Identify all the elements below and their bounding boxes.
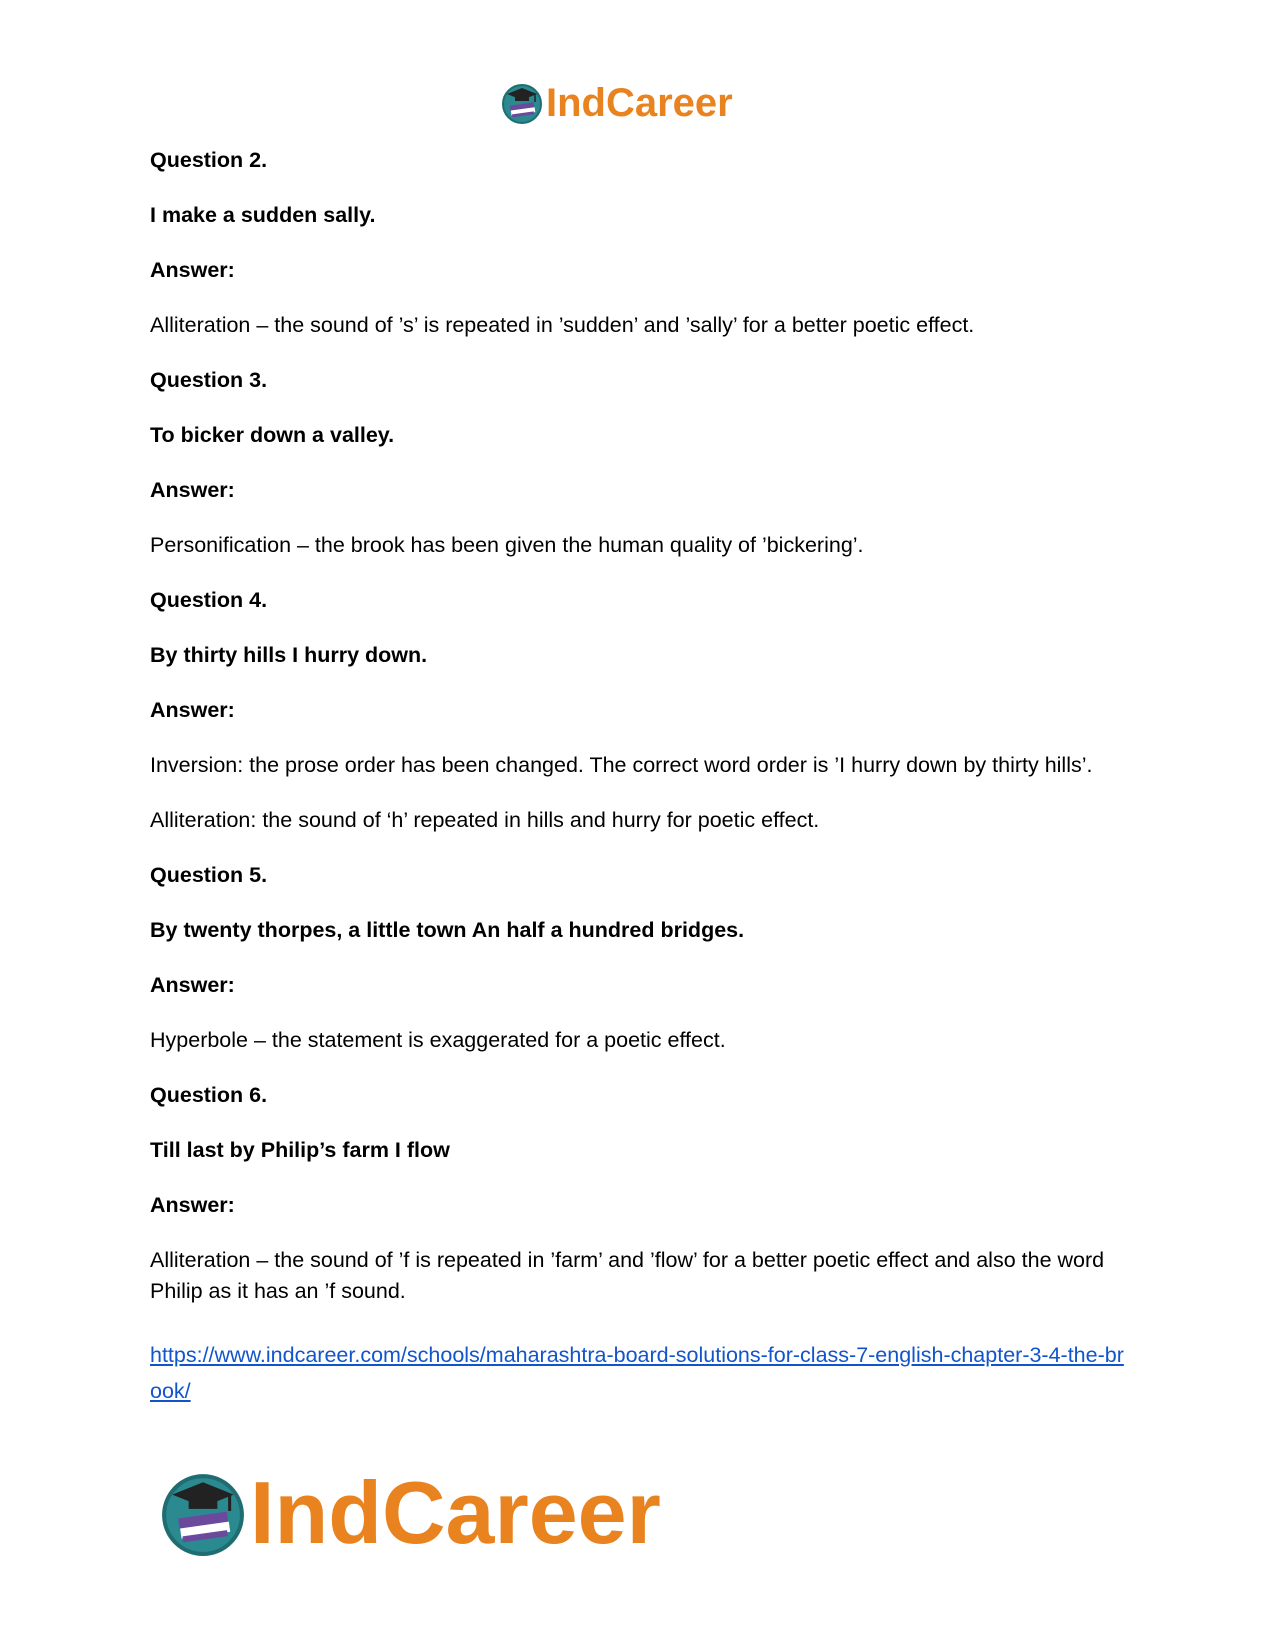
answer-text: Alliteration – the sound of ’s’ is repeated in ’sudden’ and ’sally’ for a better poetic effect.	[150, 313, 975, 337]
question-prompt: I make a sudden sally.	[150, 203, 376, 227]
question-prompt: Till last by Philip’s farm I flow	[150, 1138, 450, 1162]
question-label: Question 2.	[150, 148, 268, 172]
answer-label: Answer:	[150, 1193, 235, 1217]
answer-label: Answer:	[150, 258, 235, 282]
question-prompt: To bicker down a valley.	[150, 423, 395, 447]
answer-label: Answer:	[150, 973, 235, 997]
graduation-cap-books-globe-icon	[501, 82, 543, 124]
qa-block	[150, 1080, 1130, 1307]
answer-text: Personification – the brook has been given the human quality of ’bickering’.	[150, 533, 864, 557]
question-prompt: By twenty thorpes, a little town An half a hundred bridges.	[150, 918, 745, 942]
graduation-cap-books-globe-icon	[160, 1470, 246, 1556]
answer-label: Answer:	[150, 698, 235, 722]
question-label: Question 4.	[150, 588, 268, 612]
qa-block	[150, 860, 1130, 1056]
header-logo	[501, 78, 733, 128]
question-label: Question 3.	[150, 368, 268, 392]
answer-text: Alliteration – the sound of ’f is repeated in ’farm’ and ’flow’ for a better poetic effect and also the word Philip as it has an ’f sound.	[150, 1248, 1105, 1303]
answer-text: Alliteration: the sound of ‘h’ repeated in hills and hurry for poetic effect.	[150, 808, 820, 832]
header-logo-text: IndCareer	[546, 81, 733, 125]
question-label: Question 5.	[150, 863, 268, 887]
main-content	[150, 145, 1130, 1409]
qa-block	[150, 365, 1130, 561]
qa-block	[150, 585, 1130, 836]
answer-text: Hyperbole – the statement is exaggerated for a poetic effect.	[150, 1028, 726, 1052]
source-link[interactable]: https://www.indcareer.com/schools/maharashtra-board-solutions-for-class-7-english-chapter-3-4-the-brook/	[150, 1343, 1124, 1403]
footer-logo-text: IndCareer	[250, 1463, 661, 1562]
question-prompt: By thirty hills I hurry down.	[150, 643, 428, 667]
answer-text: Inversion: the prose order has been changed. The correct word order is ’I hurry down by thirty hills’.	[150, 753, 1093, 777]
footer-logo	[160, 1463, 661, 1562]
qa-block	[150, 145, 1130, 341]
answer-label: Answer:	[150, 478, 235, 502]
question-label: Question 6.	[150, 1083, 268, 1107]
